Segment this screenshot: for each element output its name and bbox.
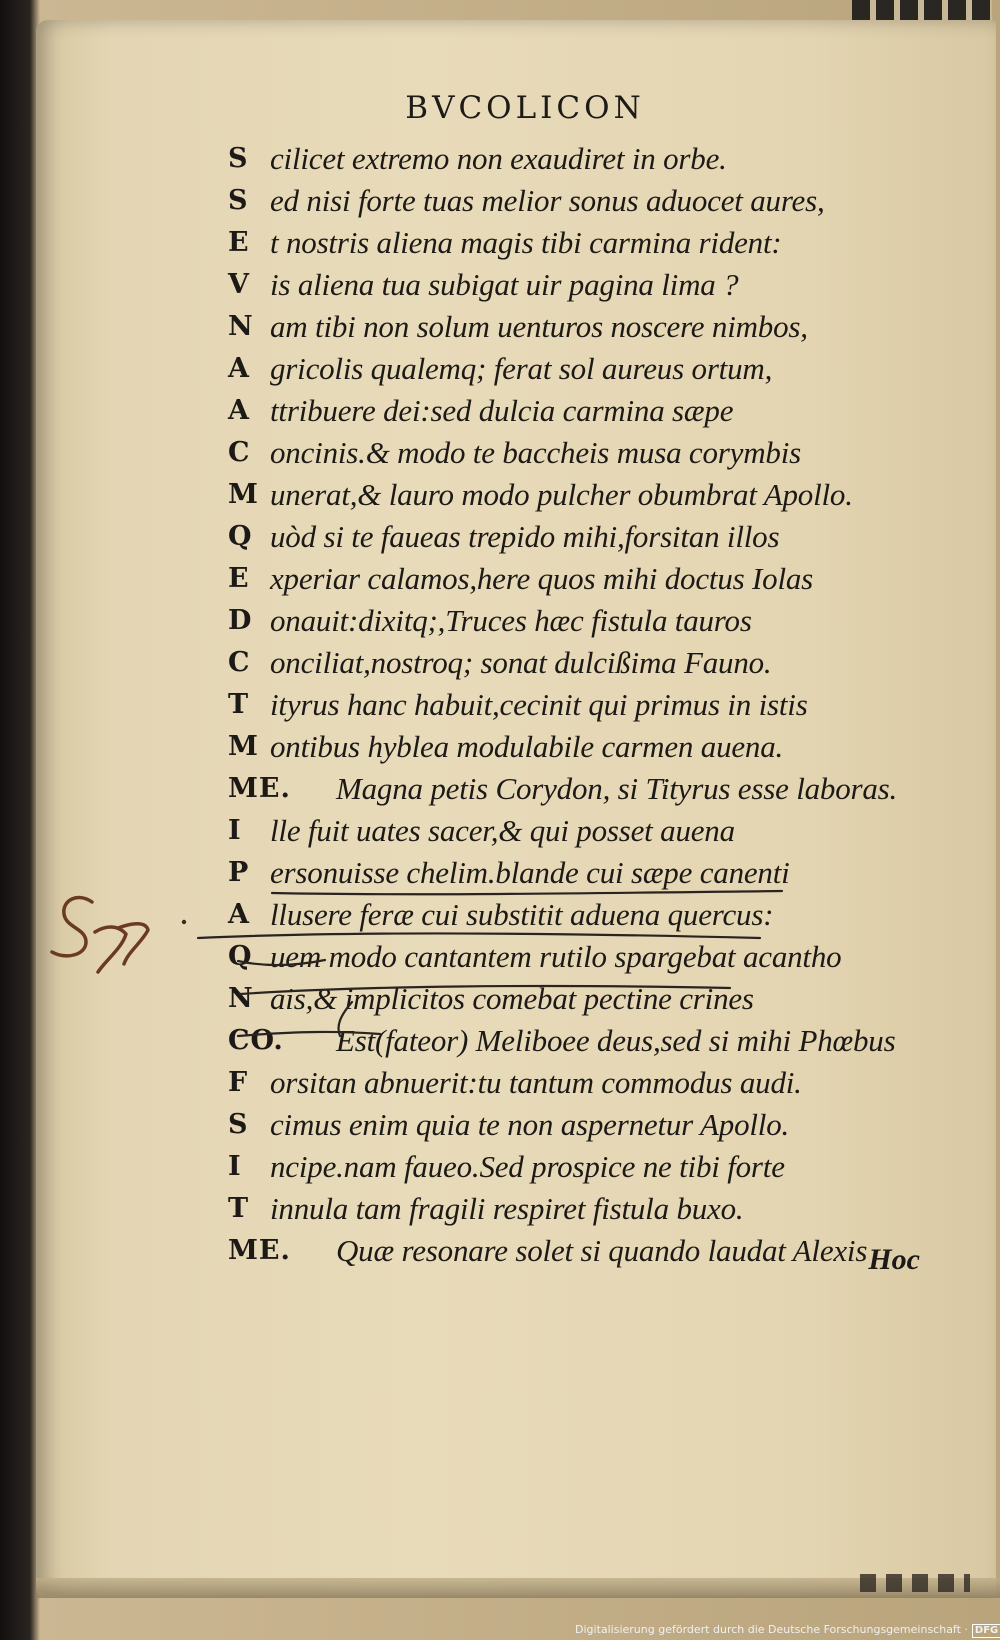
verse-text: xperiar calamos,here quos mihi doctus Iolas — [270, 561, 814, 596]
verse-line — [228, 390, 928, 432]
verse-initial: D — [228, 605, 253, 636]
verse-line — [228, 600, 928, 642]
verse-text: lle fuit uates sacer,& qui posset auena — [270, 813, 735, 848]
verse-text: orsitan abnuerit:tu tantum commodus audi. — [270, 1065, 802, 1100]
verse-text: ersonuisse chelim.blande cui sæpe canenti — [270, 855, 790, 890]
digitization-footer — [575, 1620, 999, 1640]
verse-initial: A — [228, 395, 250, 426]
verse-text: Quæ resonare solet si quando laudat Alexis — [336, 1233, 868, 1268]
verse-line — [228, 978, 928, 1020]
verse-text: ityrus hanc habuit,cecinit qui primus in istis — [270, 687, 808, 722]
verse-text: unerat,& lauro modo pulcher obumbrat Apollo. — [270, 477, 853, 512]
verse-text: oncinis.& modo te baccheis musa corymbis — [270, 435, 801, 470]
verse-initial: E — [228, 227, 250, 258]
speaker-label: ME. — [228, 1235, 291, 1266]
running-head: BVCOLICON — [405, 90, 645, 126]
verse-text: am tibi non solum uenturos noscere nimbos, — [270, 309, 808, 344]
verse-line — [228, 642, 928, 684]
catchword: Hoc — [868, 1243, 920, 1276]
verse-line — [228, 684, 928, 726]
verse-text: Est(fateor) Meliboee deus,sed si mihi Phœbus — [336, 1023, 896, 1058]
verse-line — [228, 852, 928, 894]
verse-line — [228, 810, 928, 852]
verse-line — [228, 516, 928, 558]
dfg-badge: DFG — [972, 1624, 1000, 1638]
speaker-line — [228, 1020, 928, 1062]
verse-text: gricolis qualemq; ferat sol aureus ortum, — [270, 351, 773, 386]
speaker-line — [228, 1230, 928, 1272]
verse-text: ais,& implicitos comebat pectine crines — [270, 981, 754, 1016]
verse-initial: A — [228, 353, 250, 384]
verse-text: innula tam fragili respiret fistula buxo. — [270, 1191, 744, 1226]
verse-text: cilicet extremo non exaudiret in orbe. — [270, 141, 727, 176]
verse-initial: C — [228, 437, 251, 468]
verse-line — [228, 264, 928, 306]
verse-text: ed nisi forte tuas melior sonus aduocet aures, — [270, 183, 825, 218]
verse-initial: Q — [228, 521, 253, 552]
verse-text: t nostris aliena magis tibi carmina rident: — [270, 225, 782, 260]
speaker-line — [228, 768, 928, 810]
verse-initial: A — [228, 899, 250, 930]
verse-line — [228, 180, 928, 222]
footer-text: Digitalisierung gefördert durch die Deutsche Forschungsgemeinschaft · — [575, 1623, 968, 1636]
verse-initial: S — [228, 143, 249, 174]
verse-text: cimus enim quia te non aspernetur Apollo. — [270, 1107, 790, 1142]
verse-line — [228, 474, 928, 516]
verse-line — [228, 306, 928, 348]
verse-line — [228, 726, 928, 768]
verse-initial: T — [228, 1193, 250, 1224]
verse-text: Magna petis Corydon, si Tityrus esse laboras. — [336, 771, 898, 806]
verse-text: llusere feræ cui substitit aduena quercus: — [270, 897, 774, 932]
verse-block — [228, 138, 928, 1272]
verse-initial: M — [228, 479, 259, 510]
verse-initial: I — [228, 815, 242, 846]
verse-initial: I — [228, 1151, 242, 1182]
verse-text: is aliena tua subigat uir pagina lima ? — [270, 267, 739, 302]
verse-initial: V — [228, 269, 250, 300]
verse-line — [228, 138, 928, 180]
verse-initial: F — [228, 1067, 249, 1098]
verse-line — [228, 936, 928, 978]
verse-line — [228, 1062, 928, 1104]
verse-line — [228, 1188, 928, 1230]
verse-text: onciliat,nostroq; sonat dulcißima Fauno. — [270, 645, 772, 680]
verse-line — [228, 222, 928, 264]
verse-initial: N — [228, 983, 254, 1014]
verse-text: uòd si te faueas trepido mihi,forsitan illos — [270, 519, 780, 554]
speaker-label: ME. — [228, 773, 291, 804]
verse-initial: M — [228, 731, 259, 762]
speaker-label: CO. — [228, 1025, 284, 1056]
verse-line — [228, 1146, 928, 1188]
verse-initial: Q — [228, 941, 253, 972]
page-tabs — [852, 0, 992, 22]
verse-initial: C — [228, 647, 251, 678]
verse-text: onauit:dixitq;,Truces hæc fistula tauros — [270, 603, 752, 638]
verse-line — [228, 558, 928, 600]
bottom-marks — [860, 1574, 970, 1592]
verse-initial: T — [228, 689, 250, 720]
verse-initial: N — [228, 311, 254, 342]
page-edge — [36, 1578, 1000, 1598]
verse-line — [228, 348, 928, 390]
verse-line — [228, 894, 928, 936]
verse-initial: E — [228, 563, 250, 594]
verse-initial: S — [228, 1109, 249, 1140]
verse-line — [228, 1104, 928, 1146]
verse-initial: P — [228, 857, 250, 888]
verse-text: uem modo cantantem rutilo spargebat acantho — [270, 939, 842, 974]
verse-initial: S — [228, 185, 249, 216]
verse-text: ncipe.nam faueo.Sed prospice ne tibi forte — [270, 1149, 785, 1184]
verse-text: ttribuere dei:sed dulcia carmina sæpe — [270, 393, 734, 428]
verse-line — [228, 432, 928, 474]
verse-text: ontibus hyblea modulabile carmen auena. — [270, 729, 784, 764]
